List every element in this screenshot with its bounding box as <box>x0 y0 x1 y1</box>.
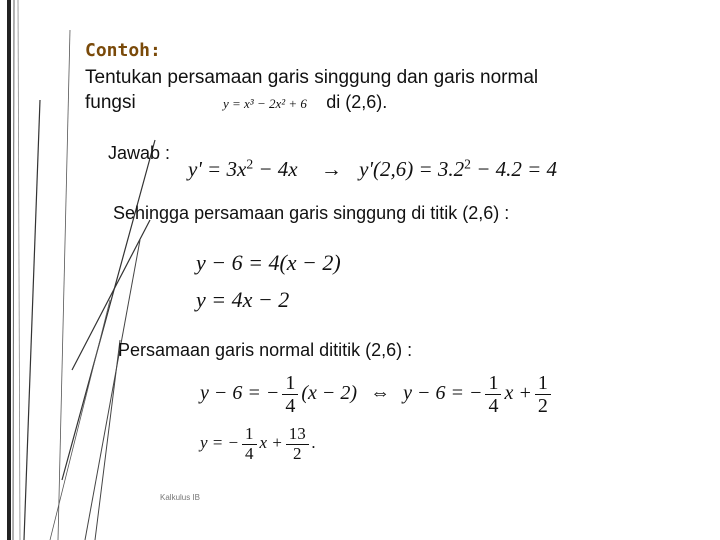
derivative-rest: − 4x <box>253 157 298 181</box>
footer-course-label: Kalkulus IB <box>160 493 201 502</box>
tangent-caption: Sehingga persamaan garis singgung di titik (2,6) : <box>113 203 510 223</box>
fraction-one-quarter-3: $\frac{1}{4}$ <box>242 425 257 463</box>
normal-eq1b-lhs: y − 6 = − <box>403 382 483 405</box>
derivative-exponent: 2 <box>246 156 254 172</box>
normal-eq1b-mid: x + <box>504 382 532 405</box>
equivalence-arrow: ⇔ <box>370 382 391 405</box>
function-expression: y = x³ − 2x² + 6 <box>222 96 307 111</box>
answer-label: Jawab : <box>108 143 171 163</box>
normal-eq2-mid: x + <box>259 433 283 453</box>
normal-eq1-lhs: y − 6 = − <box>200 382 280 405</box>
normal-eq2-lhs: y = − <box>200 433 239 453</box>
eval-rest: − 4.2 = 4 <box>470 157 558 181</box>
problem-line-2 <box>85 90 538 116</box>
problem-line-1: Tentukan persamaan garis singgung dan garis normal <box>85 67 539 88</box>
derivative-equation <box>188 157 557 182</box>
tangent-equation-1: y − 6 = 4(x − 2) <box>196 250 341 275</box>
normal-equation-1 <box>200 372 554 417</box>
eval-lhs: y'(2,6) = 3.2 <box>359 157 465 181</box>
normal-equation-2 <box>200 425 316 463</box>
problem-statement <box>85 65 538 116</box>
normal-caption: Persamaan garis normal dititik (2,6) : <box>118 340 413 360</box>
tangent-equation-2: y = 4x − 2 <box>196 287 290 312</box>
point-text: di (2,6). <box>326 92 388 112</box>
example-heading: Contoh: <box>85 40 161 61</box>
implies-arrow: → <box>320 157 342 181</box>
fraction-one-half: $\frac{1}{2}$ <box>535 372 551 417</box>
normal-eq2-end: . <box>311 433 317 453</box>
fraction-one-quarter-2: $\frac{1}{4}$ <box>485 372 501 417</box>
derivative-lhs: y' = 3x <box>188 157 247 181</box>
normal-eq1-factor: (x − 2) <box>301 382 358 405</box>
fraction-thirteen-halves: $\frac{13}{2}$ <box>286 425 309 463</box>
problem-line-2-prefix: fungsi <box>85 92 136 113</box>
eval-exponent: 2 <box>464 156 471 172</box>
fraction-one-quarter: $\frac{1}{4}$ <box>282 372 298 417</box>
